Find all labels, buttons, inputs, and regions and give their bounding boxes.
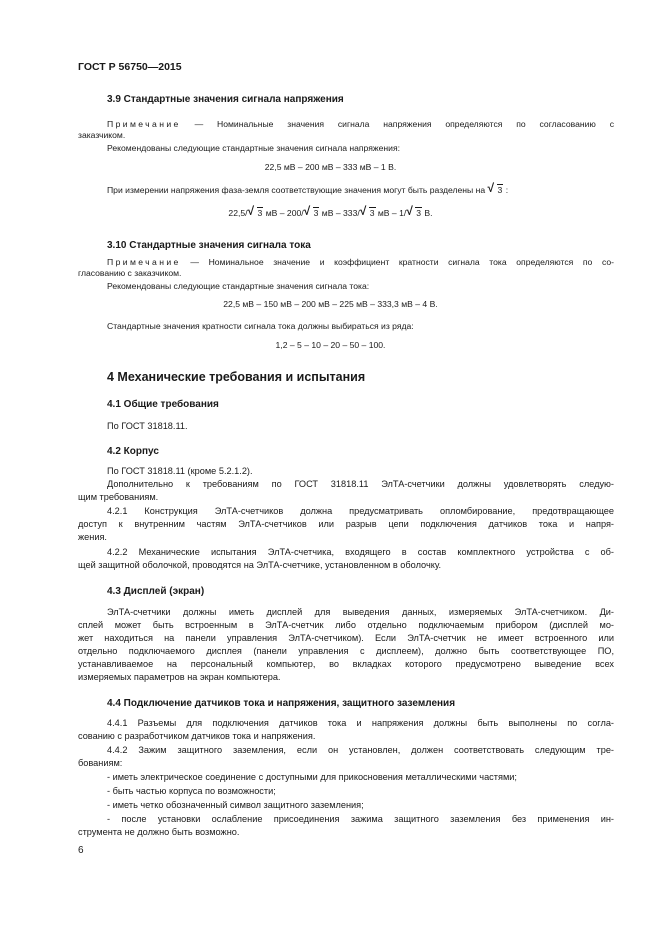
phase-earth-text [107, 184, 508, 196]
divided-value-3: мВ – 333/ [319, 208, 360, 218]
section-4-3-title: 4.3 Дисплей (экран) [107, 586, 205, 597]
section-3-10-title: 3.10 Стандартные значения сигнала тока [107, 240, 311, 251]
section-4-3-line-1: ЭлТА-счетчики должны иметь дисплей для выведения данных, измеряемых ЭлТА-счетчиком. Ди- [107, 607, 614, 617]
section-4-2-line-1: По ГОСТ 31818.11 (кроме 5.2.1.2). [107, 466, 253, 476]
section-4-1-text: По ГОСТ 31818.11. [107, 421, 188, 431]
list-item: - после установки ослабление присоединения зажима защитного заземления без применения ин- [107, 814, 614, 824]
divided-value-2: мВ – 200/ [263, 208, 304, 218]
note-3-9-line-1 [107, 118, 614, 130]
document-header: ГОСТ Р 56750—2015 [78, 61, 182, 73]
section-4-2-line-3: щим требованиям. [78, 492, 159, 502]
note-text: — Номинальное значение и коэффициент кратности сигнала тока определяются по со- [180, 257, 614, 267]
multiplicity-text: Стандартные значения кратности сигнала тока должны выбираться из ряда: [107, 321, 414, 331]
sqrt-value: 3 [497, 185, 503, 195]
section-4-2-2-line-2: щей защитной оболочкой, проводятся на ЭлТА-счетчике, установленном в оболочку. [78, 560, 442, 570]
section-4-2-2-line-1: 4.2.2 Механические испытания ЭлТА-счетчика, входящего в состав комплектного устройства с об- [107, 547, 614, 557]
section-3-9-title: 3.9 Стандартные значения сигнала напряжения [107, 94, 344, 105]
section-4-3-line-5: устанавливаемое на персональный компьютер, во вкладках которого предусмотрено выведение всех [78, 659, 614, 669]
voltage-values: 22,5 мВ – 200 мВ – 333 мВ – 1 В. [264, 162, 397, 172]
section-4-3-line-4: отдельно подключаемого дисплея (панели управления с дисплеем), должно быть соответствующее ПО, [78, 646, 614, 656]
current-values: 22,5 мВ – 150 мВ – 200 мВ – 225 мВ – 333,3 мВ – 4 В. [223, 299, 438, 309]
sqrt-symbol [407, 207, 422, 219]
section-4-2-line-2: Дополнительно к требованиям по ГОСТ 31818.11 ЭлТА-счетчики должны удовлетворять следую- [107, 479, 614, 489]
divided-value-4: мВ – 1/ [375, 208, 407, 218]
section-4-title: 4 Механические требования и испытания [107, 370, 366, 384]
note-label: Примечание [107, 257, 181, 267]
section-4-2-1-line-3: жения. [78, 532, 107, 542]
section-4-2-1-line-1: 4.2.1 Конструкция ЭлТА-счетчиков должна предусматривать опломбирование, предотвращающее [107, 506, 614, 516]
voltage-divided-values [0, 207, 661, 219]
section-4-2-title: 4.2 Корпус [107, 446, 159, 457]
note-label: Примечание [107, 119, 181, 129]
sqrt-symbol [249, 207, 264, 219]
section-4-4-2-line-1: 4.4.2 Зажим защитного заземления, если он установлен, должен соответствовать следующим тре- [107, 745, 614, 755]
voltage-rec-text: Рекомендованы следующие стандартные значения сигнала напряжения: [107, 143, 401, 153]
list-item: - быть частью корпуса по возможности; [107, 786, 276, 796]
phase-earth-end: : [505, 185, 509, 195]
divided-value-1: 22,5/ [228, 208, 248, 218]
sqrt-symbol [489, 184, 504, 196]
section-4-3-line-3: жет находиться на панели управления ЭлТА-счетчиком). Если ЭлТА-счетчик не имеет встроенного или [78, 633, 614, 643]
section-4-4-1-line-1: 4.4.1 Разъемы для подключения датчиков тока и напряжения должны быть выполнены по согла- [107, 718, 614, 728]
multiplicity-values: 1,2 – 5 – 10 – 20 – 50 – 100. [275, 340, 386, 350]
note-3-10-line-1 [107, 256, 614, 268]
section-4-3-line-2: сплей может быть встроенным в ЭлТА-счетчик либо отдельно подключаемым прибором (дисплей мо- [78, 620, 614, 630]
section-4-3-line-6: измеряемых параметров на экран компьютера. [78, 672, 281, 682]
current-rec-text: Рекомендованы следующие стандартные значения сигнала тока: [107, 281, 370, 291]
page-number: 6 [78, 845, 84, 856]
divided-value-5: В. [422, 208, 433, 218]
section-4-2-1-line-2: доступ к внутренним частям ЭлТА-счетчиков или разрыв цепи подключения датчиков тока и напря- [78, 519, 614, 529]
sqrt-symbol [305, 207, 320, 219]
sqrt-value: 3 [416, 208, 422, 218]
sqrt-value: 3 [313, 208, 319, 218]
list-item: - иметь четко обозначенный символ защитного заземления; [107, 800, 364, 810]
section-4-4-title: 4.4 Подключение датчиков тока и напряжения, защитного заземления [107, 698, 456, 709]
section-4-1-title: 4.1 Общие требования [107, 399, 219, 410]
note-text: — Номинальные значения сигнала напряжения определяются по согласованию с [180, 119, 614, 129]
note-3-10-line-2: гласованию с заказчиком. [78, 268, 182, 278]
list-item-continuation: струмента не должно быть возможно. [78, 827, 240, 837]
phase-earth-label: При измерении напряжения фаза-земля соответствующие значения могут быть разделены на [107, 185, 486, 195]
list-item: - иметь электрическое соединение с доступными для прикосновения металлическими частями; [107, 772, 517, 782]
sqrt-symbol [361, 207, 376, 219]
sqrt-value: 3 [257, 208, 263, 218]
note-3-9-line-2: заказчиком. [78, 130, 126, 140]
section-4-4-1-line-2: сованию с разработчиком датчиков тока и напряжения. [78, 731, 316, 741]
section-4-4-2-line-2: бованиям: [78, 758, 123, 768]
sqrt-value: 3 [369, 208, 375, 218]
